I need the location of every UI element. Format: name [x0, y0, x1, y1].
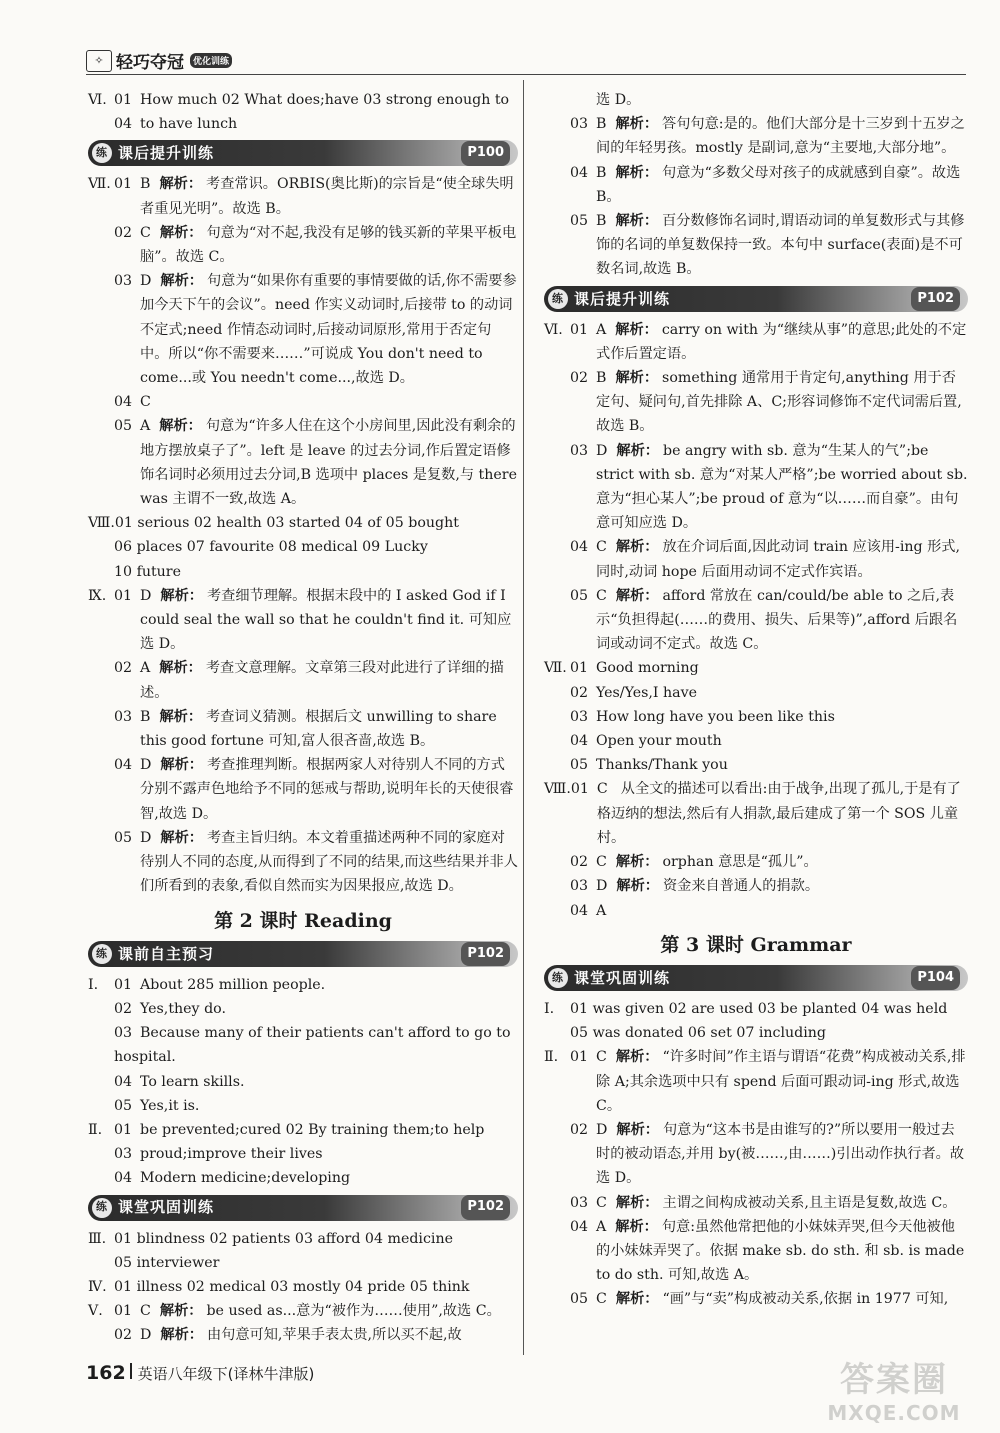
banner-page: P102 — [911, 287, 960, 311]
answer-row: 02 Yes,they do. — [114, 1000, 226, 1017]
answer-row: 05 A 解析： 句意为“许多人住在这个小房间里,因此没有剩余的地方摆放桌子了”。left 是 leave 的过去分词,作后置定语修饰名词时必须用过去分词,B 选项中 places 是复数,与 there was 主谓不一致,故选 A。 — [114, 418, 517, 508]
answer-row: Ⅶ. 01 Good morning — [544, 656, 968, 680]
answer-row: 04 to have lunch — [114, 116, 238, 133]
exercise-number: Ⅵ. — [88, 92, 107, 108]
answer-row: Ⅸ. 01 D 解析： 考查细节理解。根据末段中的 I asked God if I could seal the wall so that he couldn't find it. 可知应选 D。 — [88, 584, 518, 657]
answer-row: Ⅷ. 01 serious 02 health 03 started 04 of 05 bought — [88, 511, 518, 535]
exercise-number: Ⅰ. — [544, 1000, 555, 1017]
practice-icon: 练 — [92, 1198, 112, 1218]
answer-row: 05 interviewer — [114, 1254, 220, 1271]
logo-icon: ✧ — [86, 50, 112, 72]
answer-row: 03 B 解析： 答句句意:是的。他们大部分是十三岁到十五岁之间的年轻男孩。mostly 是副词,意为“主要地,大部分地”。 — [570, 116, 965, 157]
answer-row: 选 D。 — [596, 92, 641, 108]
page-number: 162 — [86, 1362, 126, 1384]
exercise-number: Ⅶ. — [544, 660, 567, 677]
answer-row: 04 Open your mouth — [570, 733, 722, 750]
page-footer — [86, 1362, 314, 1384]
answer-row: Ⅰ. 01 About 285 million people. — [88, 973, 518, 997]
answer-row: 04 Modern medicine;developing — [114, 1170, 351, 1187]
brand-name: 轻巧夺冠 — [116, 53, 184, 73]
answer-row: 04 C — [114, 394, 151, 411]
exercise-number: Ⅱ. — [88, 1121, 103, 1138]
footer-separator — [130, 1363, 132, 1379]
exercise-number: Ⅲ. — [88, 1230, 107, 1247]
section-banner — [544, 965, 968, 991]
exercise-number: Ⅱ. — [544, 1049, 559, 1066]
answer-row: 03 Because many of their patients can't afford to go to hospital. — [114, 1025, 511, 1066]
answer-row: Ⅶ. 01 B 解析： 考查常识。ORBIS(奥比斯)的宗旨是“使全球失明者重见光明”。故选 B。 — [88, 172, 518, 220]
answer-row: Ⅱ. 01 be prevented;cured 02 By training them;to help — [88, 1118, 518, 1142]
answer-row: 04 To learn skills. — [114, 1073, 245, 1090]
practice-icon: 练 — [92, 143, 112, 163]
answer-row: 04 D 解析： 考查推理判断。根据两家人对待别人不同的方式分别不露声色地给予不同的惩戒与帮助,说明年长的天使很睿智,故选 D。 — [114, 757, 514, 822]
section-banner — [88, 941, 518, 967]
section-banner — [88, 1195, 518, 1221]
banner-title: 课堂巩固训练 — [118, 1198, 215, 1217]
answer-row: 03 D 解析： be angry with sb. 意为“生某人的气”;be strict with sb. 意为“对某人严格”;be worried about sb. 意为“担心某人”;be proud of 意为“以……而自豪”。由句意可知应选 D。 — [570, 442, 968, 532]
answer-row: 02 B 解析： something 通常用于肯定句,anything 用于否定句、疑问句,首先排除 A、C;形容词修饰不定代词需后置,故选 B。 — [570, 370, 962, 435]
answer-row: 05 C 解析： “画”与“卖”构成被动关系,依据 in 1977 可知, — [570, 1291, 949, 1308]
answer-row: Ⅱ. 01 C 解析： “许多时间”作主语与谓语“花费”构成被动关系,排除 A;其余选项中只有 spend 后面可跟动词-ing 形式,故选 C。 — [544, 1045, 968, 1118]
lesson-title: 第 2 课时 Reading — [214, 909, 392, 932]
answer-row: 03 proud;improve their lives — [114, 1146, 323, 1163]
answer-row: 02 D 解析： 句意为“这本书是由谁写的?”所以要用一般过去时的被动语态,并用 by(被……,由……)引出动作执行者。故选 D。 — [570, 1121, 965, 1187]
banner-page: P100 — [461, 141, 510, 165]
practice-icon: 练 — [548, 289, 568, 309]
exercise-number: Ⅵ. — [544, 321, 563, 338]
right-column — [544, 88, 968, 1312]
answer-row: 04 A — [570, 902, 607, 919]
lesson-title: 第 3 课时 Grammar — [660, 933, 852, 956]
book-title: 英语八年级下(译林牛津版) — [137, 1365, 315, 1383]
answer-row: Ⅵ. 01 How much 02 What does;have 03 strong enough to — [88, 88, 518, 112]
banner-page: P102 — [461, 1195, 510, 1219]
answer-row: Ⅳ. 01 illness 02 medical 03 mostly 04 pride 05 think — [88, 1275, 518, 1299]
answer-row: Ⅰ. 01 was given 02 are used 03 be planted 04 was held — [544, 997, 968, 1021]
exercise-number: Ⅷ. — [544, 781, 571, 798]
answer-row: 02 A 解析： 考查文意理解。文章第三段对此进行了详细的描述。 — [114, 660, 504, 701]
banner-page: P104 — [911, 966, 960, 990]
answer-row: Ⅵ. 01 A 解析： carry on with 为“继续从事”的意思;此处的不定式作后置定语。 — [544, 318, 968, 366]
answer-row: 03 D 解析： 资金来自普通人的捐款。 — [570, 878, 820, 895]
answer-row: 04 C 解析： 放在介词后面,因此动词 train 应该用-ing 形式,同时,动词 hope 后面用动词不定式作宾语。 — [570, 539, 960, 580]
brand-badge: 优化训练 — [190, 53, 232, 68]
exercise-number: Ⅸ. — [88, 587, 107, 604]
answer-row: 02 Yes/Yes,I have — [570, 684, 698, 701]
answer-row: 10 future — [114, 563, 181, 580]
watermark-logo: 答案圈 MXQE.COM — [827, 1360, 961, 1425]
exercise-number: Ⅳ. — [88, 1278, 107, 1295]
section-banner — [544, 286, 968, 312]
answer-row: 03 How long have you been like this — [570, 708, 835, 725]
answer-row: 06 places 07 favourite 08 medical 09 Lucky — [114, 539, 428, 556]
answer-row: 05 B 解析： 百分数修饰名词时,谓语动词的单复数形式与其修饰的名词的单复数保持一致。本句中 surface(表面)是不可数名词,故选 B。 — [570, 213, 965, 278]
answer-row: 05 Thanks/Thank you — [570, 757, 728, 774]
brand-logo — [86, 48, 232, 73]
exercise-number: Ⅶ. — [88, 176, 111, 193]
answer-row: Ⅴ. 01 C 解析： be used as...意为“被作为……使用”,故选 C。 — [88, 1299, 518, 1323]
answer-row: 04 A 解析： 句意:虽然他常把他的小妹妹弄哭,但今天他被他的小妹妹弄哭了。依据 make sb. do sth. 和 sb. is made to do sth. 可知,故选 A。 — [570, 1218, 965, 1284]
header-rule — [86, 74, 966, 75]
answer-row: 03 D 解析： 句意为“如果你有重要的事情要做的话,你不需要参加今天下午的会议”。need 作实义动词时,后接带 to 的动词不定式;need 作情态动词时,后接动词原形,常用于否定句中。所以“你不需要来……”可说成 You don't need to come...或 You needn't come...,故选 D。 — [114, 273, 517, 387]
banner-page: P102 — [461, 942, 510, 966]
banner-title: 课前自主预习 — [118, 944, 215, 963]
left-column — [88, 88, 518, 1348]
answer-row: 02 C 解析： 句意为“对不起,我没有足够的钱买新的苹果平板电脑”。故选 C。 — [114, 224, 517, 266]
answer-row: 03 B 解析： 考查词义猜测。根据后文 unwilling to share this good fortune 可知,富人很吝啬,故选 B。 — [114, 708, 497, 750]
page-header — [86, 44, 966, 76]
answer-row: Ⅷ. 01 C 从全文的描述可以看出:由于战争,出现了孤儿,于是有了格迈纳的想法,然后有人捐款,最后建成了第一个 SOS 儿童村。 — [544, 777, 968, 850]
answer-row: 05 C 解析： afford 常放在 can/could/be able to 之后,表示“负担得起(……的费用、损失、后果等)”,afford 后跟名词或动词不定式。故选 C。 — [570, 587, 958, 653]
column-divider — [523, 80, 524, 1355]
banner-title: 课后提升训练 — [574, 289, 671, 308]
answer-row: 05 was donated 06 set 07 including — [570, 1025, 827, 1042]
answer-row: 03 C 解析： 主谓之间构成被动关系,且主语是复数,故选 C。 — [570, 1194, 957, 1211]
banner-title: 课堂巩固训练 — [574, 968, 671, 987]
section-banner — [88, 140, 518, 166]
exercise-number: Ⅰ. — [88, 976, 99, 993]
answer-row: 02 D 解析： 由句意可知,苹果手表太贵,所以买不起,故 — [114, 1327, 462, 1344]
exercise-number: Ⅴ. — [88, 1303, 103, 1320]
answer-row: Ⅲ. 01 blindness 02 patients 03 afford 04 medicine — [88, 1227, 518, 1251]
practice-icon: 练 — [92, 944, 112, 964]
banner-title: 课后提升训练 — [118, 144, 215, 163]
exercise-number: Ⅷ. — [88, 515, 115, 532]
practice-icon: 练 — [548, 968, 568, 988]
answer-row: 02 C 解析： orphan 意思是“孤儿”。 — [570, 854, 818, 871]
answer-row: 04 B 解析： 句意为“多数父母对孩子的成就感到自豪”。故选 B。 — [570, 164, 961, 205]
answer-row: 05 D 解析： 考查主旨归纳。本文着重描述两种不同的家庭对待别人不同的态度,从而得到了不同的结果,而这些结果并非人们所看到的表象,看似自然而实为因果报应,故选 D。 — [114, 829, 518, 895]
answer-row: 05 Yes,it is. — [114, 1097, 200, 1114]
